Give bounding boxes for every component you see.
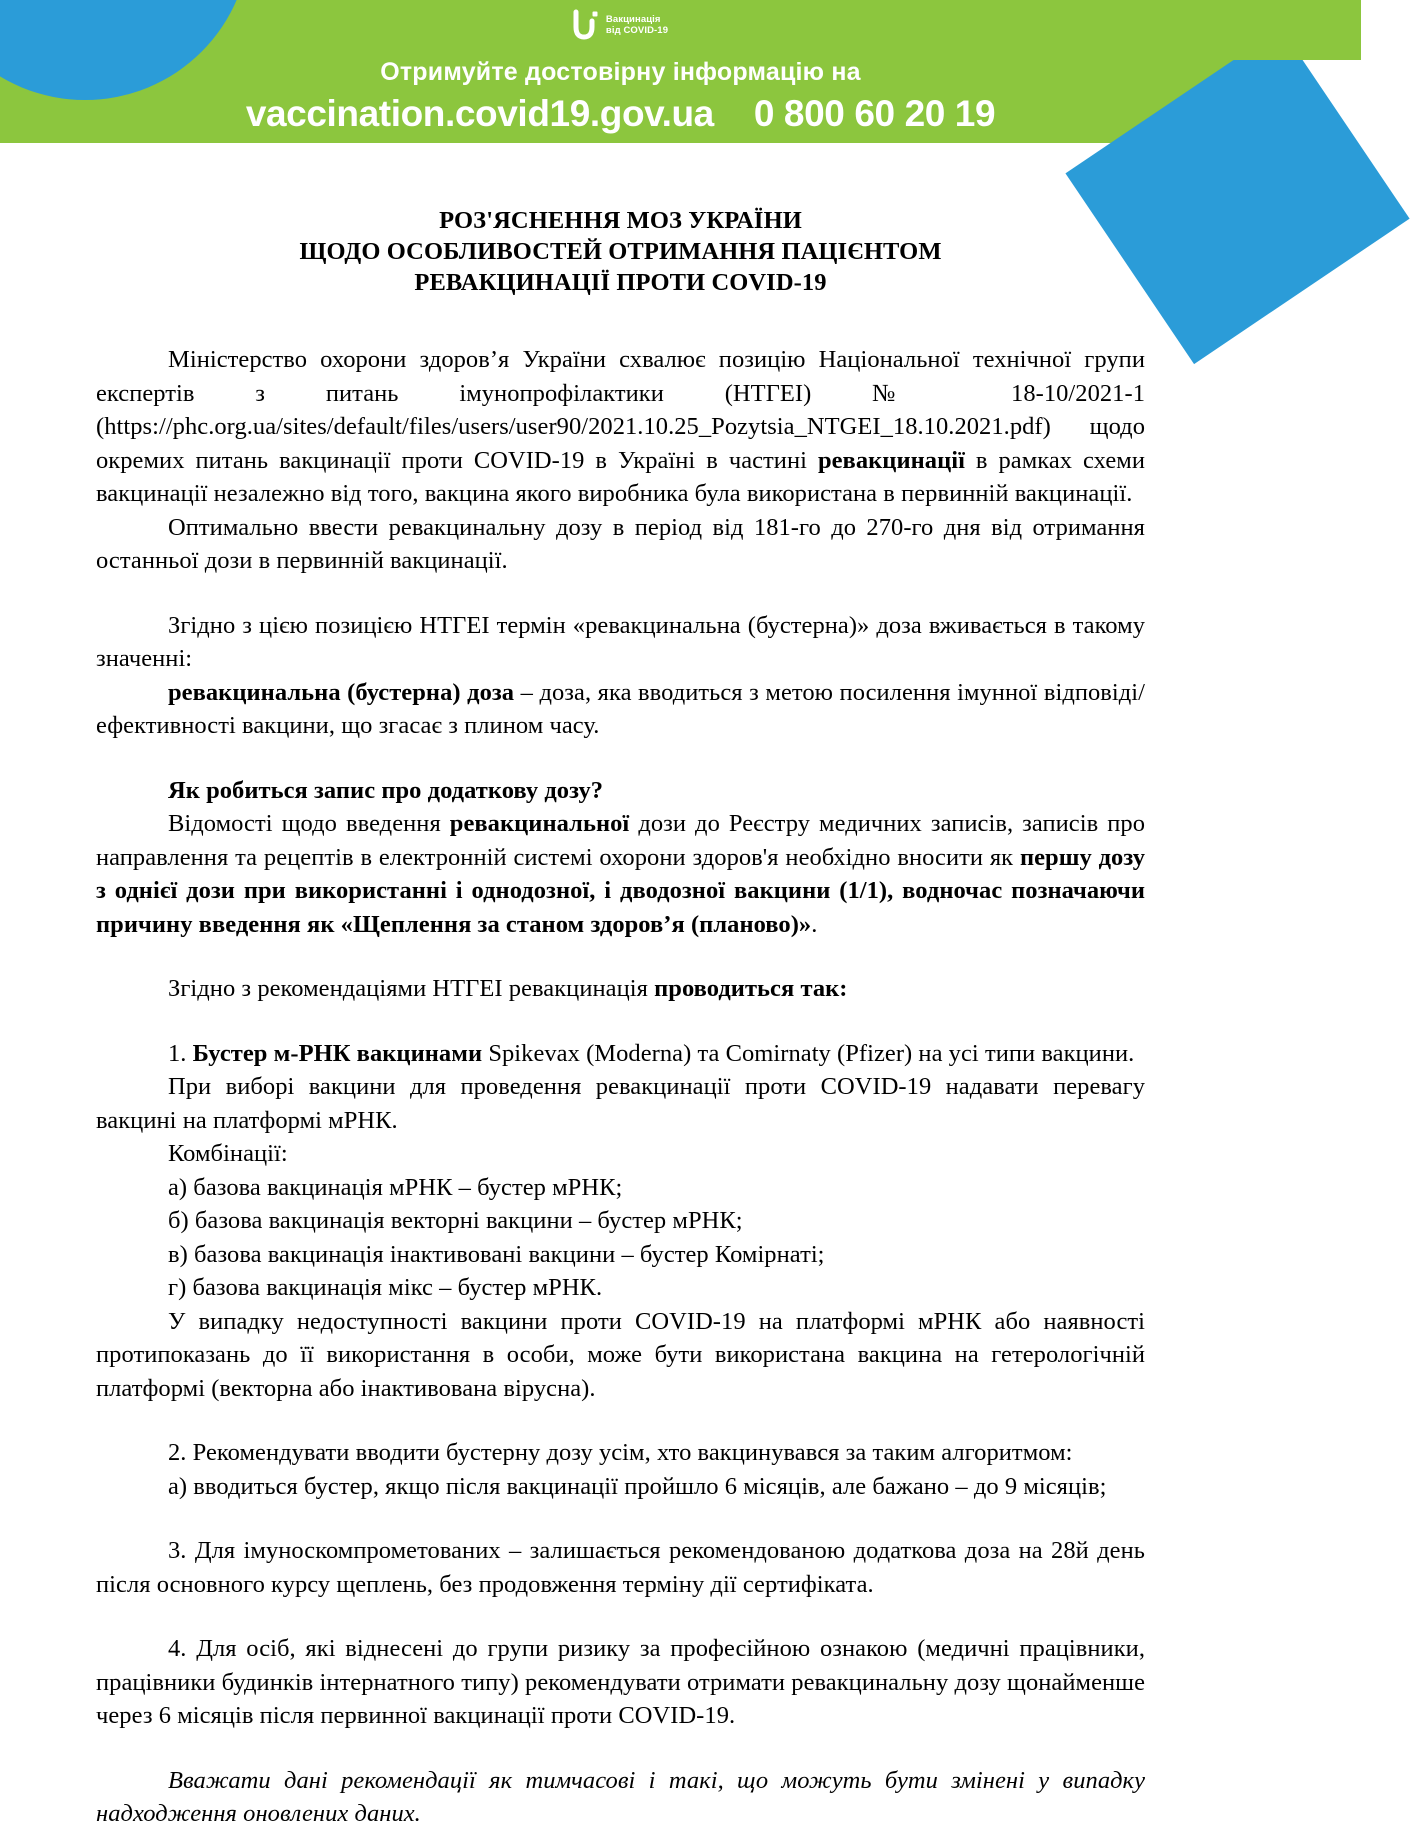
combination-b: б) базова вакцинація векторні вакцини – бустер мРНК;: [168, 1207, 743, 1234]
intro-bold-revaccination: ревакцинації: [817, 446, 965, 474]
v-checkmark-icon: [573, 10, 599, 40]
banner-tagline: Отримуйте достовірну інформацію на: [380, 58, 861, 86]
combination-g: г) базова вакцинація мікс – бустер мРНК.: [168, 1274, 603, 1301]
paragraph-booster-definition: [96, 676, 1145, 743]
list-item-1-number: 1.: [168, 1039, 193, 1067]
combination-v: в) базова вакцинація інактивовані вакцини – бустер Комірнаті;: [168, 1240, 825, 1268]
paragraph-prefer-mrna: При виборі вакцини для проведення ревакцинації проти COVID-19 надавати перевагу вакцині на платформі мРНК.: [96, 1073, 1145, 1134]
title-line-2: ЩОДО ОСОБЛИВОСТЕЙ ОТРИМАННЯ ПАЦІЄНТОМ: [299, 238, 942, 265]
booster-dose-definition: – доза, яка вводиться з метою посилення імунної відповіді/ефективності вакцини, що згасає з плином часу.: [96, 678, 1145, 739]
list-item-1: [96, 1037, 1145, 1071]
list-item-1-rest: Spikevax (Moderna) та Comirnaty (Pfizer) на усі типи вакцини.: [482, 1039, 1135, 1067]
vaccination-banner: [0, 0, 1241, 143]
paragraph-record-instructions: [96, 807, 1145, 941]
paragraph-combinations-label: Комбінації:: [168, 1140, 288, 1167]
intro-text-a: Міністерство охорони здоров’я України схвалює позицію Національної технічної групи експертів з питань імунопрофілактики (НТГЕІ) № 18-10/2021-1 (https://phc.org.ua/sites/default/files/users/user90/2021.10.25_Pozytsia_NTGEI_18.10.2021.pdf) щодо окремих питань вакцинації проти COVID-19 в Україні в частині: [96, 346, 1145, 474]
paragraph-closing-note: Вважати дані рекомендації як тимчасові і такі, що можуть бути змінені у випадку надходження оновлених даних.: [96, 1766, 1145, 1827]
record-text-a: Відомості щодо введення: [168, 810, 450, 837]
record-text-b: дози до Реєстру медичних записів, записів про направлення та рецептів в електронній системі охорони здоров'я необхідно вносити як: [96, 810, 1145, 871]
paragraph-unavailable-mrna: У випадку недоступності вакцини проти COVID-19 на платформі мРНК або наявності протипоказань до її використання в особи, може бути використана вакцина на гетерологічній платформі (векторна або інактивована вірусна).: [96, 1307, 1145, 1402]
page-title: [96, 205, 1145, 298]
logo-text-line1: Вакцинація: [605, 14, 661, 25]
record-bold-revaccination: ревакцинальної: [449, 810, 630, 837]
paragraph-optimal-period: Оптимально ввести ревакцинальну дозу в період від 181-го до 270-го дня від отримання останньої дози в первинній вакцинації.: [96, 513, 1145, 574]
heading-how-to-record-text: Як робиться запис про додаткову дозу?: [168, 776, 604, 804]
paragraph-term-definition-intro: Згідно з цією позицією НТГЕІ термін «ревакцинальна (бустерна)» доза вживається в такому значенні:: [96, 611, 1145, 672]
heading-how-to-record: [96, 774, 1145, 808]
intro-text-b: в рамках схеми вакцинації незалежно від того, вакцина якого виробника була використана в первинній вакцинації.: [96, 446, 1145, 507]
logo-text: [606, 14, 668, 36]
record-text-c: .: [811, 910, 818, 938]
logo-text-line2: від COVID-19: [605, 25, 669, 36]
banner-hotline-number[interactable]: 0 800 60 20 19: [753, 93, 996, 134]
banner-website-url[interactable]: vaccination.covid19.gov.ua: [245, 93, 714, 134]
title-line-1: РОЗ'ЯСНЕННЯ МОЗ УКРАЇНИ: [439, 207, 802, 234]
recommendations-text: Згідно з рекомендаціями НТГЕІ ревакцинація: [168, 975, 655, 1002]
list-item-1-bold: Бустер м-РНК вакцинами: [192, 1039, 483, 1067]
paragraph-recommendations-intro: [96, 972, 1145, 1006]
vaccination-logo: [573, 8, 668, 42]
document-body: [0, 205, 1241, 1831]
booster-dose-term: ревакцинальна (бустерна) доза: [168, 678, 515, 706]
list-item-3: 3. Для імуноскомпрометованих – залишається рекомендованою додаткова доза на 28й день після основного курсу щеплень, без продовження терміну дії сертифіката.: [96, 1537, 1145, 1598]
list-item-4: 4. Для осіб, які віднесені до групи ризику за професійною ознакою (медичні працівники, працівники будинків інтернатного типу) рекомендувати отримати ревакцинальну дозу щонайменше через 6 місяців після первинної вакцинації проти COVID-19.: [96, 1635, 1145, 1729]
recommendations-bold: проводиться так:: [654, 975, 848, 1002]
record-bold-first-dose-rule: першу дозу з однієї дози при використанні і однодозної, і дводозної вакцини (1/1), водночас позначаючи причину введення як «Щеплення за станом здоров’я (планово)»: [96, 843, 1146, 938]
combination-a: а) базова вакцинація мРНК – бустер мРНК;: [168, 1173, 623, 1201]
paragraph-intro: [96, 343, 1145, 511]
list-item-2-a: а) вводиться бустер, якщо після вакцинації пройшло 6 місяців, але бажано – до 9 місяців;: [168, 1472, 1107, 1500]
list-item-2: 2. Рекомендувати вводити бустерну дозу усім, хто вакцинувався за таким алгоритмом:: [168, 1439, 1073, 1466]
title-line-3: РЕВАКЦИНАЦІЇ ПРОТИ COVID-19: [414, 269, 827, 296]
